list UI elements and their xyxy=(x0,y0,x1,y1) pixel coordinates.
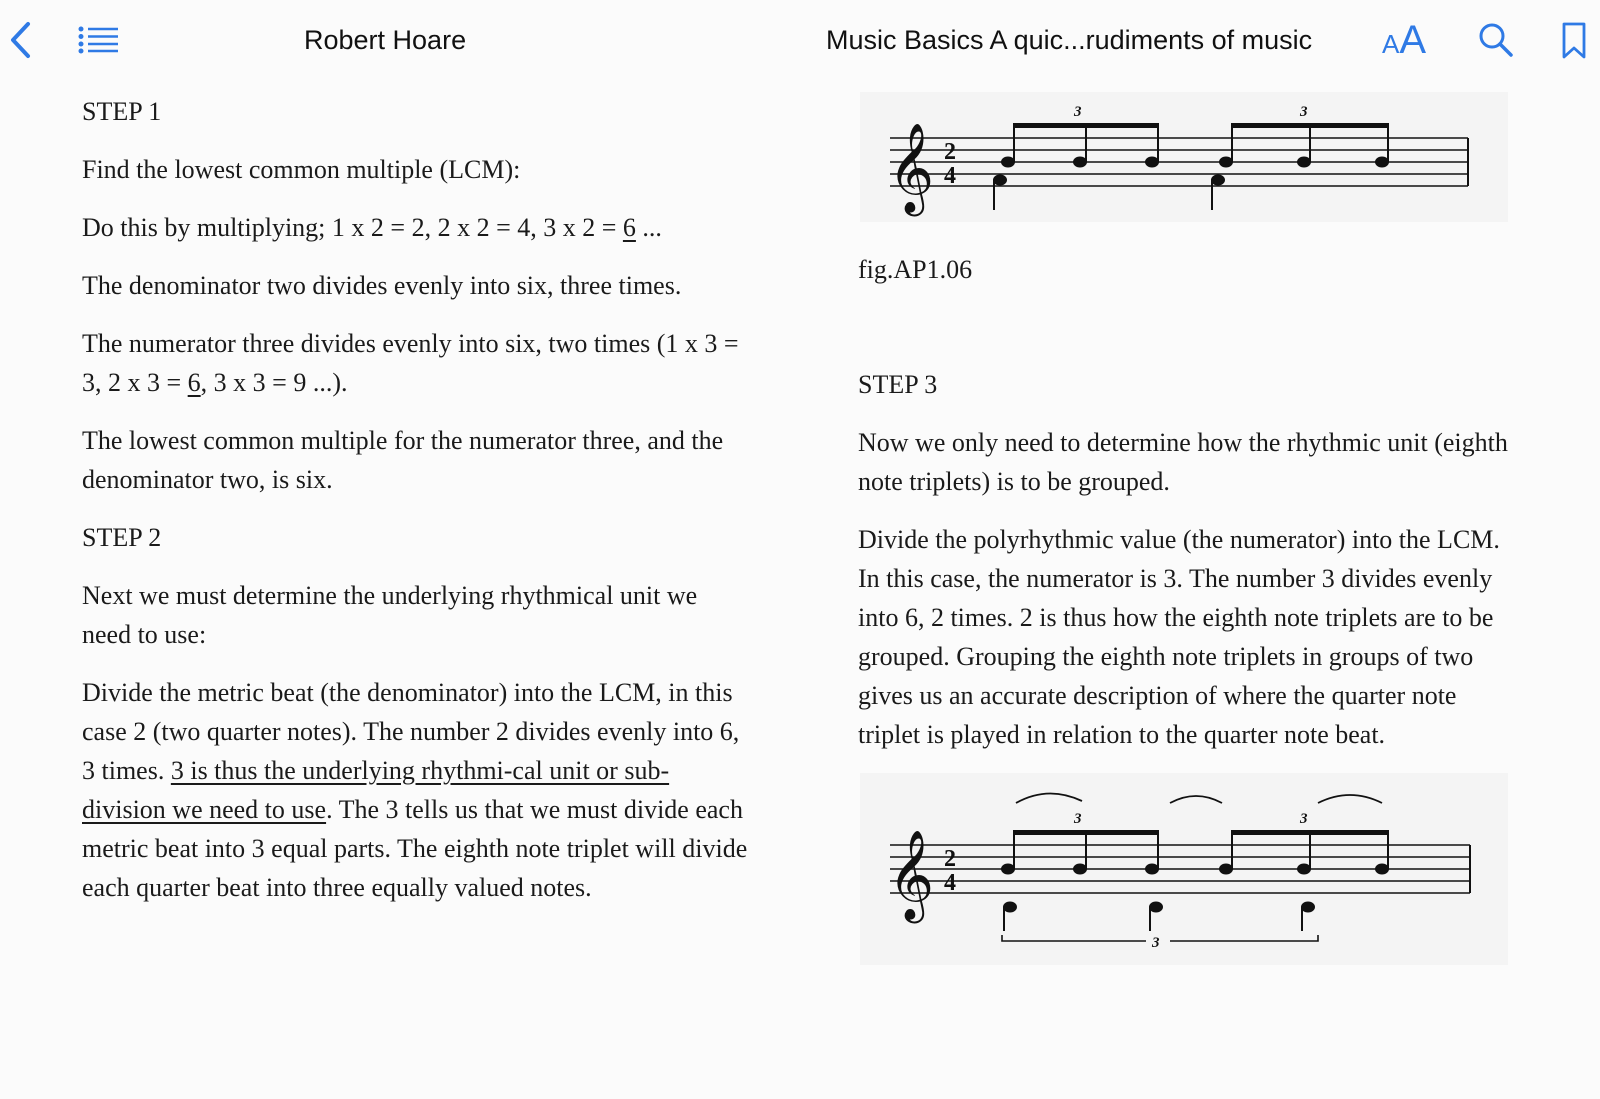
text-run: ... xyxy=(635,213,662,242)
treble-clef-icon: 𝄞 xyxy=(888,123,935,213)
reader-toolbar xyxy=(0,0,1600,80)
chevron-left-icon[interactable] xyxy=(8,20,34,65)
step3-paragraph-1: Now we only need to determine how the rhythmic unit (eighth note triplets) is to be grouped. xyxy=(858,428,1508,496)
font-settings-button[interactable] xyxy=(1382,18,1426,63)
font-large-glyph: A xyxy=(1399,18,1427,62)
text-run: Do this by multiplying; 1 x 2 = 2, 2 x 2 = 4, 3 x 2 = xyxy=(82,213,623,242)
time-sig-top: 2 xyxy=(944,139,956,165)
author-title: Robert Hoare xyxy=(304,25,467,55)
step1-paragraph-2 xyxy=(82,208,752,247)
time-sig-top: 2 xyxy=(944,846,956,872)
search-icon[interactable] xyxy=(1478,22,1514,63)
underlined-text: 6 xyxy=(622,213,636,242)
text-run: . The 3 tells us that we must divide each metric beat into 3 equal parts. The eighth note triplet will divide each quarter beat into three equally valued notes. xyxy=(82,795,748,902)
step3-paragraph-2: Divide the polyrhythmic value (the numerator) into the LCM. In this case, the numerator is 3. The number 3 divides evenly into 6, 2 times. 2 is thus how the eighth note triplets are to be grouped. Grouping the eighth note triplets in groups of two gives us an accurate description of where the quarter note triplet is played in relation to the quarter note beat. xyxy=(858,525,1500,749)
bookmark-icon[interactable] xyxy=(1561,22,1587,65)
step3-heading: STEP 3 xyxy=(858,370,938,399)
underlined-text: 3 is thus the underlying rhythmi-cal unit or sub-division we need to use xyxy=(82,756,670,824)
figure-caption: fig.AP1.06 xyxy=(858,255,973,284)
step2-heading: STEP 2 xyxy=(82,523,162,552)
step1-paragraph-4 xyxy=(82,324,752,402)
left-page xyxy=(82,92,752,926)
text-run: Divide the metric beat (the denominator) into the LCM, in this case 2 (two quarter notes). The number 2 divides evenly into 6, 3 times. xyxy=(82,678,740,785)
tuplet-number: 3 xyxy=(1300,811,1308,827)
text-run: , 3 x 3 = 9 ...). xyxy=(200,368,348,397)
tuplet-number: 3 xyxy=(1074,104,1082,120)
step1-heading: STEP 1 xyxy=(82,97,162,126)
music-figure-2 xyxy=(860,773,1508,965)
tuplet-number: 3 xyxy=(1074,811,1082,827)
book-title: Music Basics A quic...rudiments of music xyxy=(826,25,1313,55)
font-small-glyph: A xyxy=(1382,29,1400,59)
step1-paragraph-3: The denominator two divides evenly into six, three times. xyxy=(82,271,682,300)
right-page xyxy=(858,92,1518,965)
tuplet-number: 3 xyxy=(1300,104,1308,120)
tuplet-number: 3 xyxy=(1152,935,1160,951)
underlined-text: 6 xyxy=(187,368,201,397)
treble-clef-icon: 𝄞 xyxy=(888,830,935,920)
text-run: The numerator three divides evenly into six, two times (1 x 3 = 3, 2 x 3 = xyxy=(82,329,739,397)
music-figure-1 xyxy=(860,92,1508,222)
step2-paragraph-1: Next we must determine the underlying rhythmical unit we need to use: xyxy=(82,581,698,649)
step1-paragraph-1: Find the lowest common multiple (LCM): xyxy=(82,155,521,184)
time-sig-bottom: 4 xyxy=(944,870,956,896)
list-icon[interactable] xyxy=(78,26,120,59)
time-sig-bottom: 4 xyxy=(944,163,956,189)
step2-paragraph-2 xyxy=(82,673,752,907)
step1-paragraph-5: The lowest common multiple for the numerator three, and the denominator two, is six. xyxy=(82,426,724,494)
